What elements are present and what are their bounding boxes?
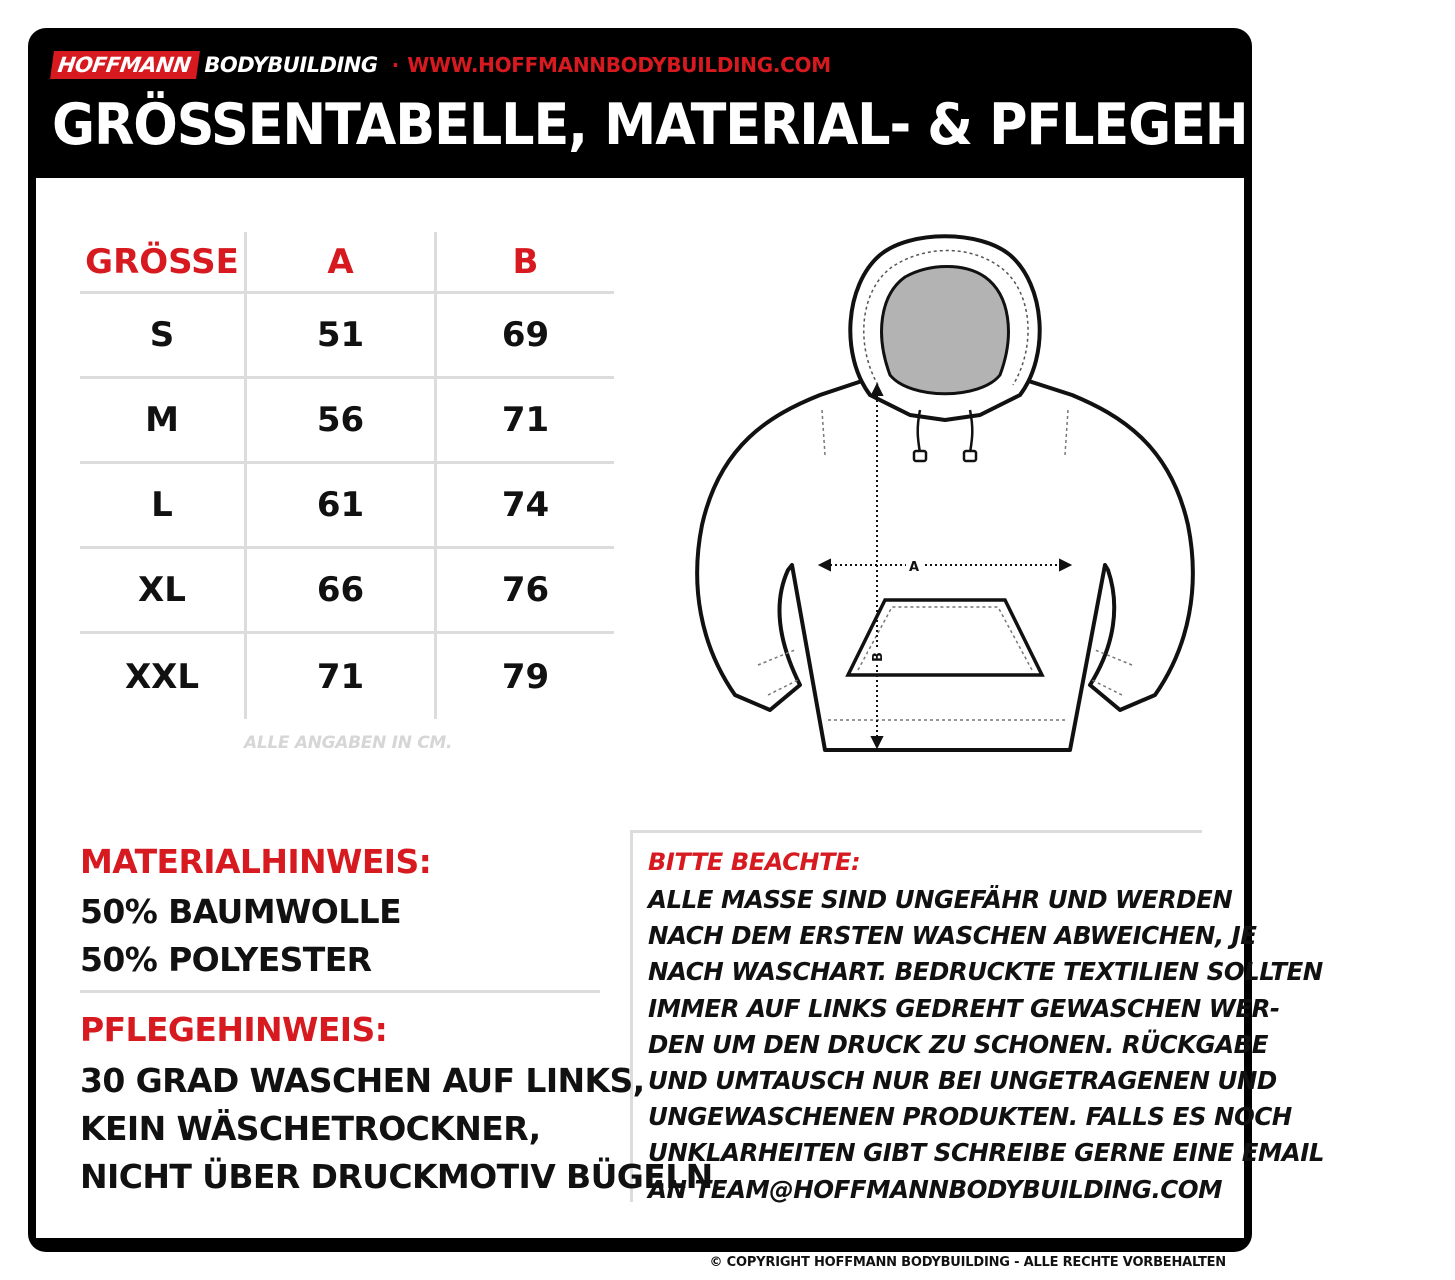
size-cell: S (80, 294, 247, 376)
measure-a-label: A (908, 560, 920, 575)
a-cell: 61 (247, 464, 437, 546)
divider-material-care (80, 990, 600, 993)
website-url[interactable]: WWW.HOFFMANNBODYBUILDING.COM (407, 53, 831, 77)
care-line: 30 GRAD WASCHEN AUF LINKS, (80, 1061, 645, 1100)
notice-line: UNKLARHEITEN GIBT SCHREIBE GERNE EINE EMAIL (648, 1138, 1324, 1168)
table-row (80, 549, 614, 634)
notice-label: BITTE BEACHTE: (648, 848, 861, 876)
table-header-row (80, 232, 614, 294)
a-cell: 66 (247, 549, 437, 631)
size-cell: M (80, 379, 247, 461)
header-a: A (247, 232, 437, 291)
notice-line: DEN UM DEN DRUCK ZU SCHONEN. RÜCKGABE (648, 1029, 1269, 1059)
notice-line: NACH WASCHART. BEDRUCKTE TEXTILIEN SOLLTEN (648, 957, 1323, 987)
units-note: ALLE ANGABEN IN CM. (244, 733, 453, 753)
a-cell: 71 (247, 634, 437, 719)
care-line: NICHT ÜBER DRUCKMOTIV BÜGELN (80, 1157, 713, 1196)
table-row (80, 379, 614, 464)
header-size: GRÖSSE (80, 232, 247, 291)
size-cell: XL (80, 549, 247, 631)
a-cell: 56 (247, 379, 437, 461)
brand-logo-hoffmann: HOFFMANN (50, 51, 200, 79)
hood-inner (882, 267, 1009, 394)
notice-line: AN TEAM@HOFFMANNBODYBUILDING.COM (648, 1174, 1222, 1204)
notice-line: IMMER AUF LINKS GEDREHT GEWASCHEN WER- (648, 993, 1280, 1023)
size-table (80, 232, 614, 719)
page-title: GRÖSSENTABELLE, MATERIAL- & PFLEGEHINWEIS (52, 92, 1455, 158)
material-label: MATERIALHINWEIS: (80, 842, 432, 881)
material-line: 50% POLYESTER (80, 940, 372, 979)
table-row (80, 634, 614, 719)
b-cell: 74 (501, 485, 550, 525)
notice-body (648, 882, 1324, 1208)
material-line: 50% BAUMWOLLE (80, 892, 402, 931)
table-row (80, 464, 614, 549)
notice-line: UNGEWASCHENEN PRODUKTEN. FALLS ES NOCH (648, 1102, 1292, 1132)
b-cell: 76 (501, 570, 550, 610)
hoodie-illustration (680, 225, 1210, 765)
notice-line: UND UMTAUSCH NUR BEI UNGETRAGENEN UND (648, 1066, 1277, 1096)
notice-line: ALLE MASSE SIND UNGEFÄHR UND WERDEN (648, 885, 1233, 914)
table-row (80, 294, 614, 379)
divider-top-right (632, 830, 1202, 833)
measure-b-label: B (871, 652, 886, 662)
size-cell: XXL (80, 634, 247, 719)
b-cell: 71 (501, 400, 550, 440)
b-cell: 79 (501, 656, 550, 697)
size-cell: L (80, 464, 247, 546)
divider-vertical (630, 830, 633, 1202)
brand-separator: · (391, 53, 400, 77)
b-cell: 69 (501, 315, 550, 355)
header-b: B (512, 241, 539, 282)
notice-line: NACH DEM ERSTEN WASCHEN ABWEICHEN, JE (648, 921, 1257, 951)
brand-logo-bodybuilding: BODYBUILDING (204, 53, 378, 77)
care-line: KEIN WÄSCHETROCKNER, (80, 1109, 541, 1148)
care-label: PFLEGEHINWEIS: (80, 1010, 388, 1049)
copyright-notice: © COPYRIGHT HOFFMANN BODYBUILDING - ALLE RECHTE VORBEHALTEN (709, 1255, 1226, 1270)
a-cell: 51 (247, 294, 437, 376)
brand-header (52, 50, 831, 80)
